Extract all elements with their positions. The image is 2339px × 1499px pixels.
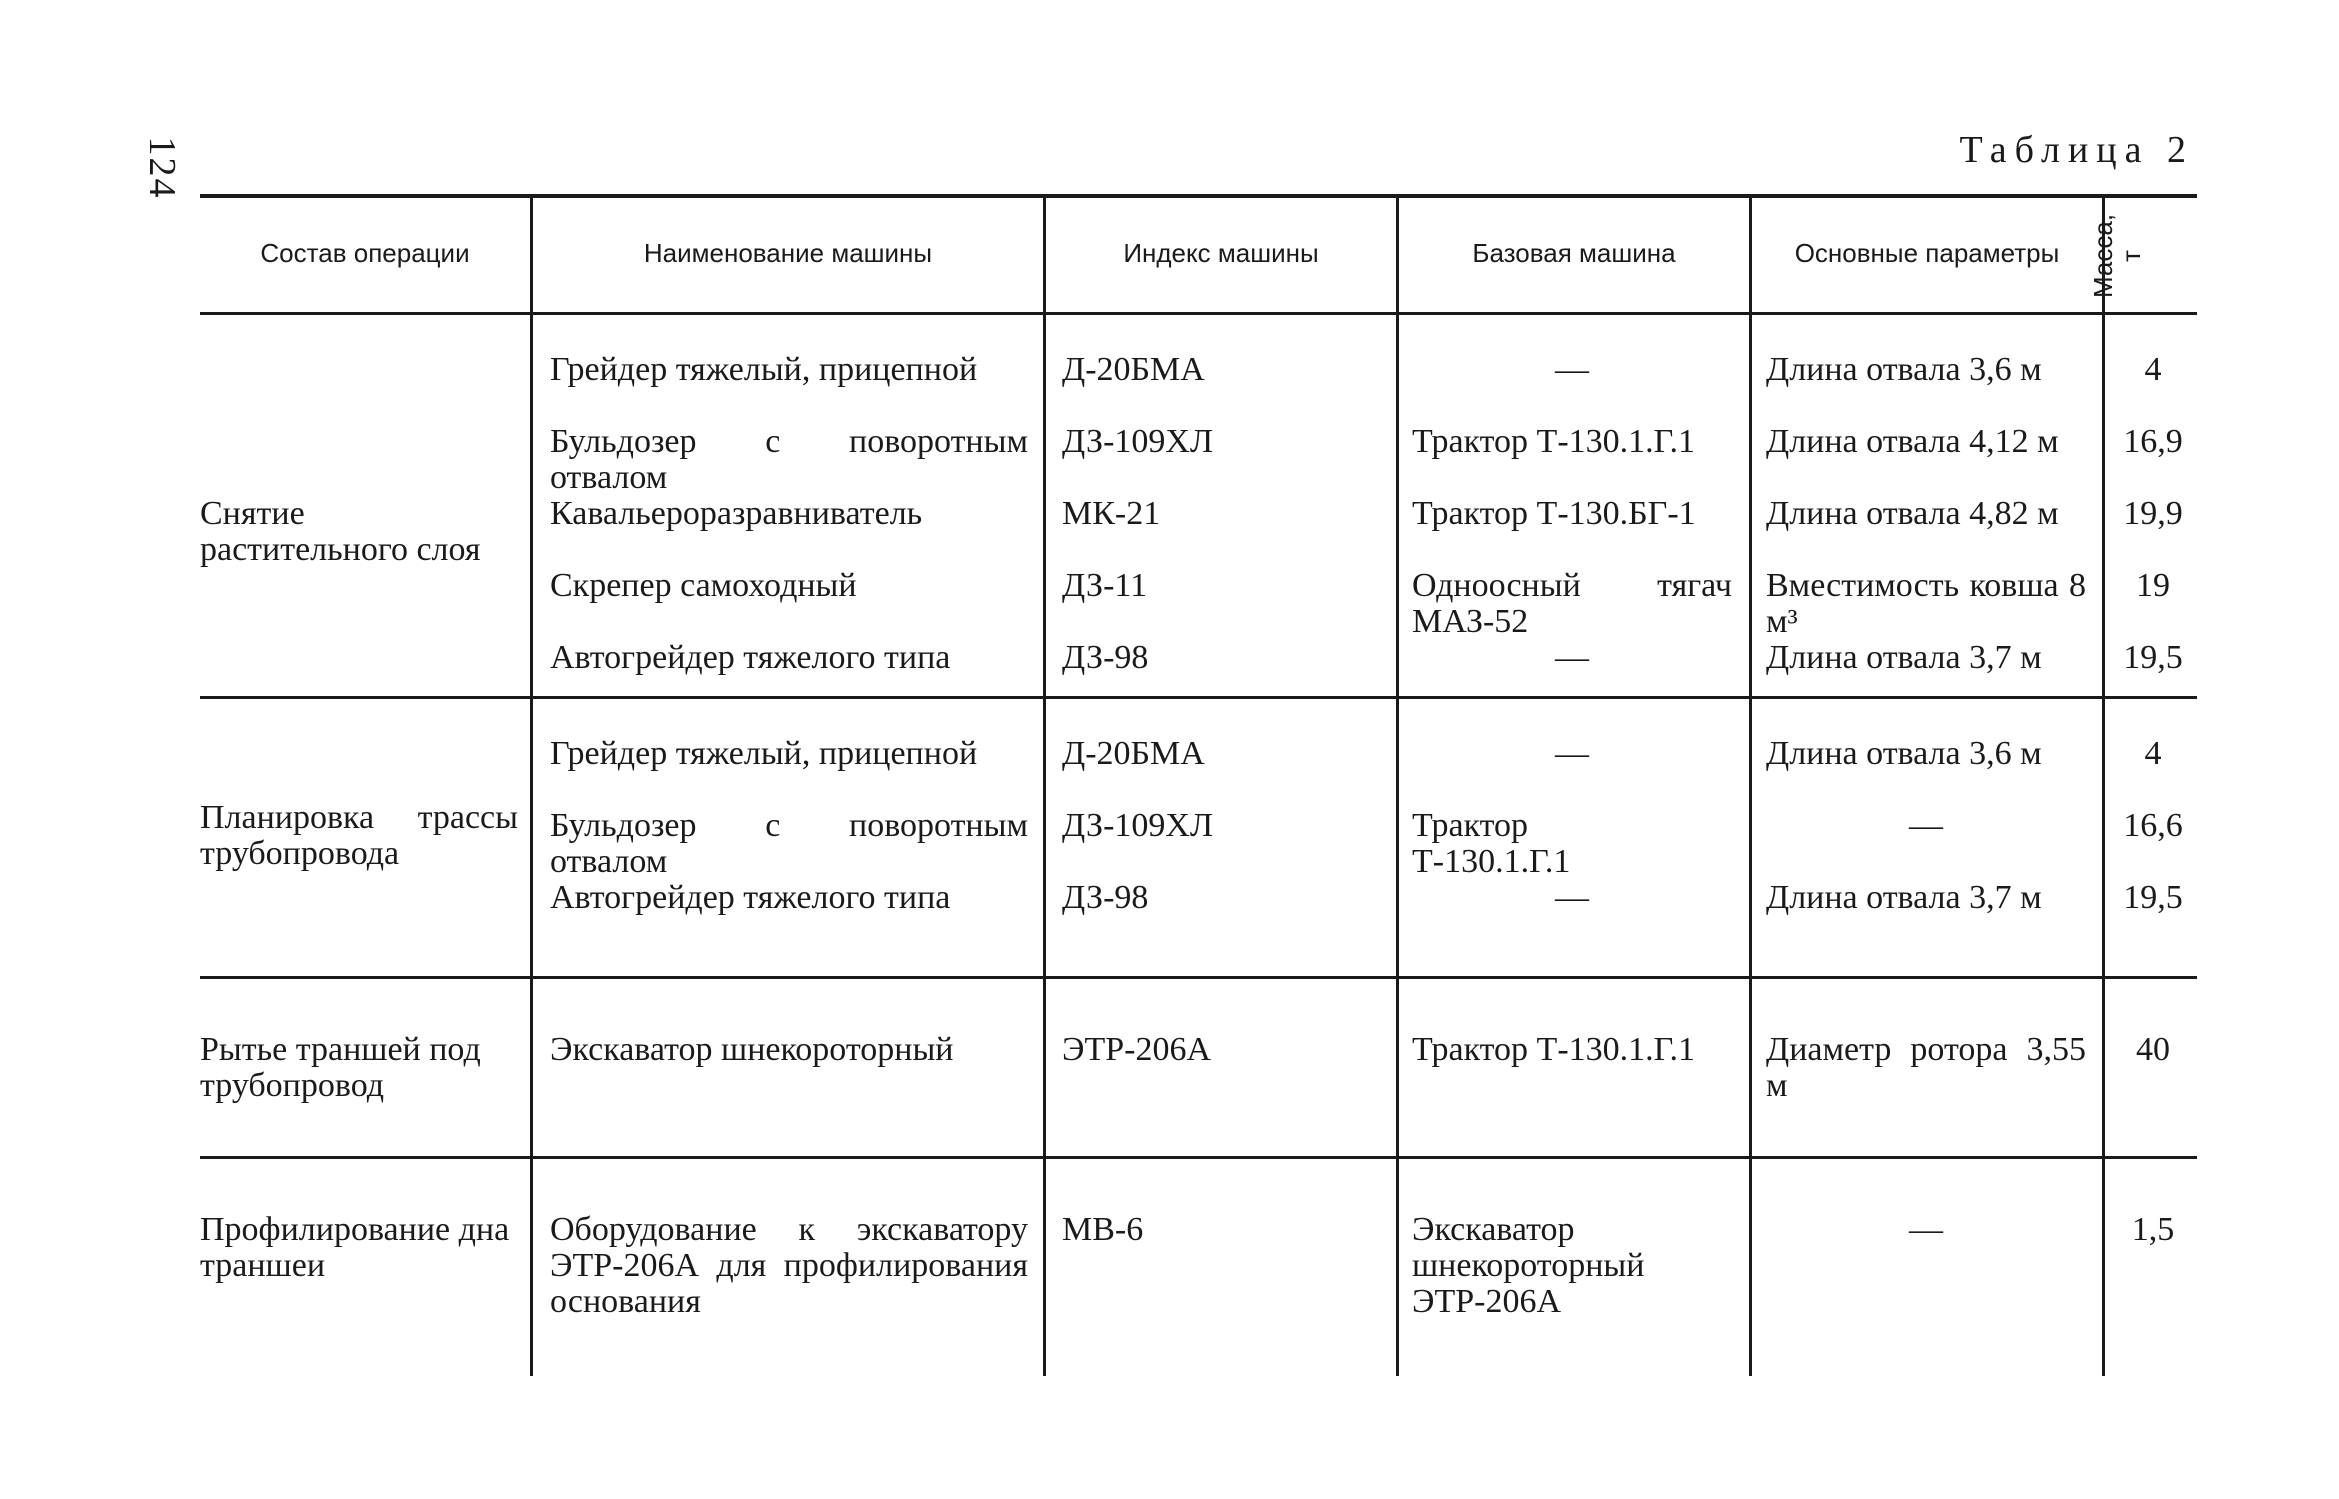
machine-name-cell: Грейдер тяжелый, прицепной <box>550 735 978 772</box>
parameters-cell: Диаметр ротора 3,55 м <box>1766 1031 2086 1104</box>
header-machine-index: Индекс машины <box>1123 237 1319 268</box>
header-mass-unit: т <box>2116 250 2146 262</box>
operation-cell: Планировка трассы трубопровода <box>200 799 518 872</box>
machine-name-cell: Бульдозер с поворотным отвалом <box>550 807 1028 880</box>
column-divider <box>1749 196 1752 1376</box>
mass-cell: 19,5 <box>2123 879 2183 916</box>
mass-cell: 40 <box>2136 1031 2170 1068</box>
group-rule-1 <box>200 696 2197 699</box>
mass-cell: 4 <box>2144 735 2162 772</box>
mass-cell: 16,9 <box>2123 423 2183 460</box>
parameters-cell: Длина отвала 3,6 м <box>1766 735 2042 772</box>
group-rule-2 <box>200 976 2197 979</box>
base-machine-cell: — <box>1555 735 1589 772</box>
machine-name-cell: Скрепер самоходный <box>550 567 857 604</box>
base-machine-cell: Трактор Т-130.1.Г.1 <box>1412 807 1571 880</box>
mass-cell: 19 <box>2136 567 2170 604</box>
header-mass-label: Масса, <box>2088 213 2118 299</box>
machine-index-cell: МК-21 <box>1062 495 1161 532</box>
parameters-cell: — <box>1909 1211 1943 1248</box>
mass-cell: 19,5 <box>2123 639 2183 676</box>
header-base-machine: Базовая машина <box>1472 237 1676 268</box>
column-divider <box>1396 196 1399 1376</box>
mass-cell: 16,6 <box>2123 807 2183 844</box>
base-machine-cell: Экскаватор шнекороторный ЭТР-206А <box>1412 1211 1645 1320</box>
column-divider <box>530 196 533 1376</box>
table-caption: Таблица 2 <box>1959 129 2194 171</box>
machine-index-cell: ДЗ-98 <box>1062 639 1149 676</box>
base-machine-cell: Одноосный тягач МАЗ-52 <box>1412 567 1732 640</box>
operation-cell: Рытье траншей под трубопровод <box>200 1031 481 1104</box>
machine-index-cell: МВ-6 <box>1062 1211 1144 1248</box>
machine-name-cell: Автогрейдер тяжелого типа <box>550 639 951 676</box>
mass-cell: 1,5 <box>2131 1211 2175 1248</box>
header-bottom-rule <box>200 312 2197 315</box>
column-divider <box>2102 196 2105 1376</box>
parameters-cell: — <box>1909 807 1943 844</box>
base-machine-cell: Трактор Т-130.1.Г.1 <box>1412 1031 1695 1068</box>
parameters-cell: Длина отвала 4,12 м <box>1766 423 2059 460</box>
parameters-cell: Длина отвала 3,7 м <box>1766 639 2042 676</box>
header-parameters: Основные параметры <box>1794 237 2060 268</box>
machine-name-cell: Автогрейдер тяжелого типа <box>550 879 951 916</box>
base-machine-cell: — <box>1555 351 1589 388</box>
header-machine-name: Наименование машины <box>643 237 933 268</box>
machine-name-cell: Кавальероразравниватель <box>550 495 923 532</box>
machine-index-cell: ЭТР-206А <box>1062 1031 1211 1068</box>
header-mass <box>2089 214 2145 298</box>
parameters-cell: Длина отвала 4,82 м <box>1766 495 2059 532</box>
machine-name-cell: Оборудование к экскаватору ЭТР-206А для профилирования основания <box>550 1211 1028 1320</box>
page-number: 124 <box>141 136 183 200</box>
base-machine-cell: — <box>1555 879 1589 916</box>
parameters-cell: Длина отвала 3,6 м <box>1766 351 2042 388</box>
header-operation: Состав операции <box>260 237 470 268</box>
group-rule-3 <box>200 1156 2197 1159</box>
mass-cell: 4 <box>2144 351 2162 388</box>
machine-index-cell: ДЗ-98 <box>1062 879 1149 916</box>
machine-index-cell: Д-20БМА <box>1062 351 1205 388</box>
machine-index-cell: ДЗ-109ХЛ <box>1062 423 1214 460</box>
machine-index-cell: Д-20БМА <box>1062 735 1205 772</box>
machine-name-cell: Грейдер тяжелый, прицепной <box>550 351 978 388</box>
machine-name-cell: Бульдозер с поворотным отвалом <box>550 423 1028 496</box>
base-machine-cell: Трактор Т-130.1.Г.1 <box>1412 423 1695 460</box>
machine-name-cell: Экскаватор шнекороторный <box>550 1031 954 1068</box>
operation-cell: Снятие растительного слоя <box>200 495 481 568</box>
mass-cell: 19,9 <box>2123 495 2183 532</box>
base-machine-cell: Трактор Т-130.БГ-1 <box>1412 495 1696 532</box>
machine-index-cell: ДЗ-11 <box>1062 567 1148 604</box>
parameters-cell: Длина отвала 3,7 м <box>1766 879 2042 916</box>
parameters-cell: Вместимость ковша 8 м³ <box>1766 567 2086 640</box>
machine-index-cell: ДЗ-109ХЛ <box>1062 807 1214 844</box>
operation-cell: Профилирование дна траншеи <box>200 1211 510 1284</box>
column-divider <box>1043 196 1046 1376</box>
base-machine-cell: — <box>1555 639 1589 676</box>
